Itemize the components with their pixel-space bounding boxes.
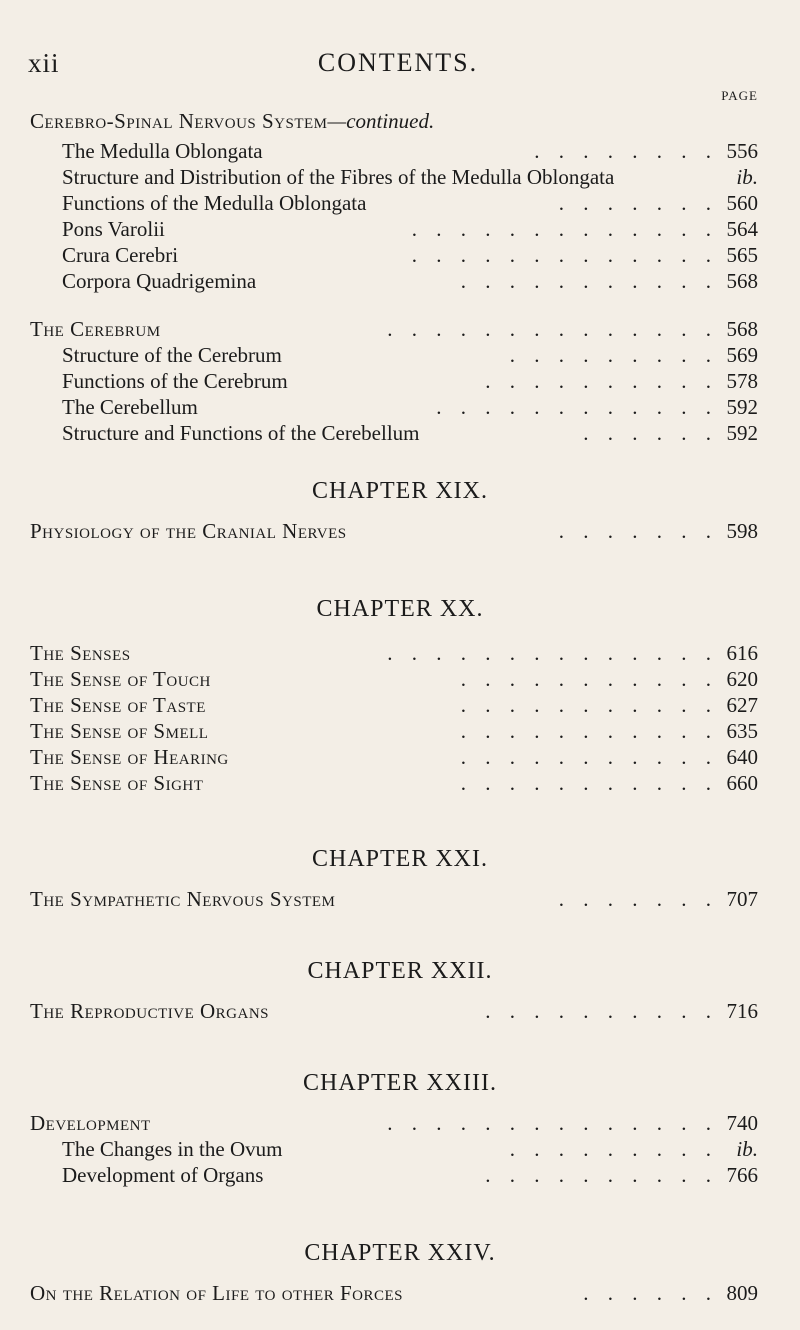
entry-page: 635: [726, 719, 758, 743]
entry-page: 620: [726, 667, 758, 691]
leader-dots: . . . . . . . . . . .: [460, 693, 718, 717]
entry-title: The Cerebellum: [62, 395, 198, 419]
entry-title: Structure of the Cerebrum: [62, 343, 282, 367]
entry-title: Physiology of the Cranial Nerves: [30, 519, 347, 543]
toc-entry: [62, 242, 758, 268]
chapter-heading: CHAPTER XIX.: [311, 478, 488, 504]
toc-entry: [62, 190, 758, 216]
entry-page: 707: [726, 887, 758, 911]
leader-dots: . . . . . . .: [558, 519, 718, 543]
toc-entry: [62, 216, 758, 242]
leader-dots: . . . . . . . . . . . . .: [411, 243, 718, 267]
page-column-label: PAGE: [721, 88, 758, 103]
leader-dots: . . . . . . . . . . . . .: [411, 217, 718, 241]
leader-dots: . . . . . .: [583, 1281, 718, 1305]
toc-section-entry: [30, 316, 758, 342]
leader-dots: . . . . . . . . . .: [485, 369, 718, 393]
entry-page: 592: [726, 421, 758, 445]
leader-dots: . . . . . . . . . . .: [460, 667, 718, 691]
toc-entry: [62, 268, 758, 294]
entry-title: The Cerebrum: [30, 317, 161, 341]
entry-title: Functions of the Medulla Oblongata: [62, 191, 367, 215]
entry-page: 568: [726, 269, 758, 293]
entry-title: The Sense of Touch: [30, 667, 211, 691]
running-title: CONTENTS.: [317, 48, 479, 77]
entry-title: Functions of the Cerebrum: [62, 369, 288, 393]
entry-page: 568: [726, 317, 758, 341]
entry-title: Pons Varolii: [62, 217, 165, 241]
toc-entry: [62, 1136, 758, 1162]
entry-page: 556: [726, 139, 758, 163]
entry-page: ib.: [736, 1137, 758, 1161]
entry-page: 565: [726, 243, 758, 267]
leader-dots: . . . . . . . . . . .: [460, 771, 718, 795]
leader-dots: . . . . . . . . . . . . . .: [387, 317, 718, 341]
entry-title: Development: [30, 1111, 151, 1135]
entry-page: 766: [726, 1163, 758, 1187]
toc-section-entry: [30, 692, 758, 718]
entry-page: 578: [726, 369, 758, 393]
leader-dots: . . . . . . . . . . .: [460, 269, 718, 293]
leader-dots: . . . . . . . . .: [509, 1137, 718, 1161]
entry-page: 592: [726, 395, 758, 419]
section-heading-continued: [30, 108, 434, 134]
toc-section-entry: [30, 1280, 758, 1306]
entry-title: Crura Cerebri: [62, 243, 179, 267]
entry-title: Development of Organs: [62, 1163, 264, 1187]
entry-title: On the Relation of Life to other Forces: [30, 1281, 403, 1305]
leader-dots: . . . . . . . . . . . . . .: [387, 641, 718, 665]
entry-title: The Reproductive Organs: [30, 999, 270, 1023]
entry-title: The Changes in the Ovum: [62, 1137, 283, 1161]
entry-page: 569: [726, 343, 758, 367]
section-suffix: —continued.: [327, 109, 435, 133]
entry-page: 640: [726, 745, 758, 769]
toc-section-entry: [30, 718, 758, 744]
chapter-heading: CHAPTER XX.: [316, 596, 484, 622]
chapter-heading: CHAPTER XXIV.: [304, 1240, 496, 1266]
leader-dots: . . . . . . . . . . . .: [436, 395, 718, 419]
entry-page: 560: [726, 191, 758, 215]
entry-page: 616: [726, 641, 758, 665]
leader-dots: . . . . . . . . .: [509, 343, 718, 367]
toc-entry: [62, 420, 758, 446]
toc-entry: [62, 394, 758, 420]
page-folio: xii: [28, 48, 60, 78]
entry-page: 740: [726, 1111, 758, 1135]
toc-section-entry: [30, 1110, 758, 1136]
leader-dots: . . . . . . .: [558, 887, 718, 911]
leader-dots: . . . . . . . .: [534, 139, 718, 163]
toc-section-entry: [30, 518, 758, 544]
toc-section-entry: [30, 770, 758, 796]
leader-dots: . . . . . . .: [558, 191, 718, 215]
entry-page: 809: [726, 1281, 758, 1305]
toc-section-entry: [30, 998, 758, 1024]
toc-entry: [62, 1162, 758, 1188]
leader-dots: . . . . . . . . . .: [485, 1163, 718, 1187]
entry-page: ib.: [736, 165, 758, 189]
entry-title: The Sense of Taste: [30, 693, 206, 717]
toc-section-entry: [30, 886, 758, 912]
leader-dots: . . . . . . . . . . .: [460, 719, 718, 743]
toc-section-entry: [30, 666, 758, 692]
entry-page: 716: [726, 999, 758, 1023]
entry-title: The Sympathetic Nervous System: [30, 887, 336, 911]
leader-dots: . . . . . .: [583, 421, 718, 445]
entry-title: Structure and Distribution of the Fibres of the Medulla Oblongata: [62, 165, 615, 189]
leader-dots: . . . . . . . . . . . . . .: [387, 1111, 718, 1135]
toc-entry: [62, 138, 758, 164]
leader-dots: . . . . . . . . . .: [485, 999, 718, 1023]
toc-entry: [62, 342, 758, 368]
running-head: [28, 48, 768, 84]
leader-dots: . . . . . . . . . . .: [460, 745, 718, 769]
chapter-heading: CHAPTER XXIII.: [303, 1070, 497, 1096]
chapter-heading: CHAPTER XXII.: [307, 958, 493, 984]
toc-section-entry: [30, 640, 758, 666]
toc-section-entry: [30, 744, 758, 770]
entry-page: 627: [726, 693, 758, 717]
chapter-heading: CHAPTER XXI.: [311, 846, 488, 872]
entry-title: The Medulla Oblongata: [62, 139, 263, 163]
entry-title: Corpora Quadrigemina: [62, 269, 257, 293]
section-title: Cerebro-Spinal Nervous System: [30, 109, 328, 133]
entry-page: 598: [726, 519, 758, 543]
entry-title: The Sense of Hearing: [30, 745, 229, 769]
entry-title: The Sense of Sight: [30, 771, 204, 795]
entry-page: 660: [726, 771, 758, 795]
entry-title: The Senses: [30, 641, 131, 665]
entry-title: Structure and Functions of the Cerebellum: [62, 421, 420, 445]
entry-title: The Sense of Smell: [30, 719, 209, 743]
toc-entry: [62, 368, 758, 394]
entry-page: 564: [726, 217, 758, 241]
toc-entry: [62, 164, 758, 190]
